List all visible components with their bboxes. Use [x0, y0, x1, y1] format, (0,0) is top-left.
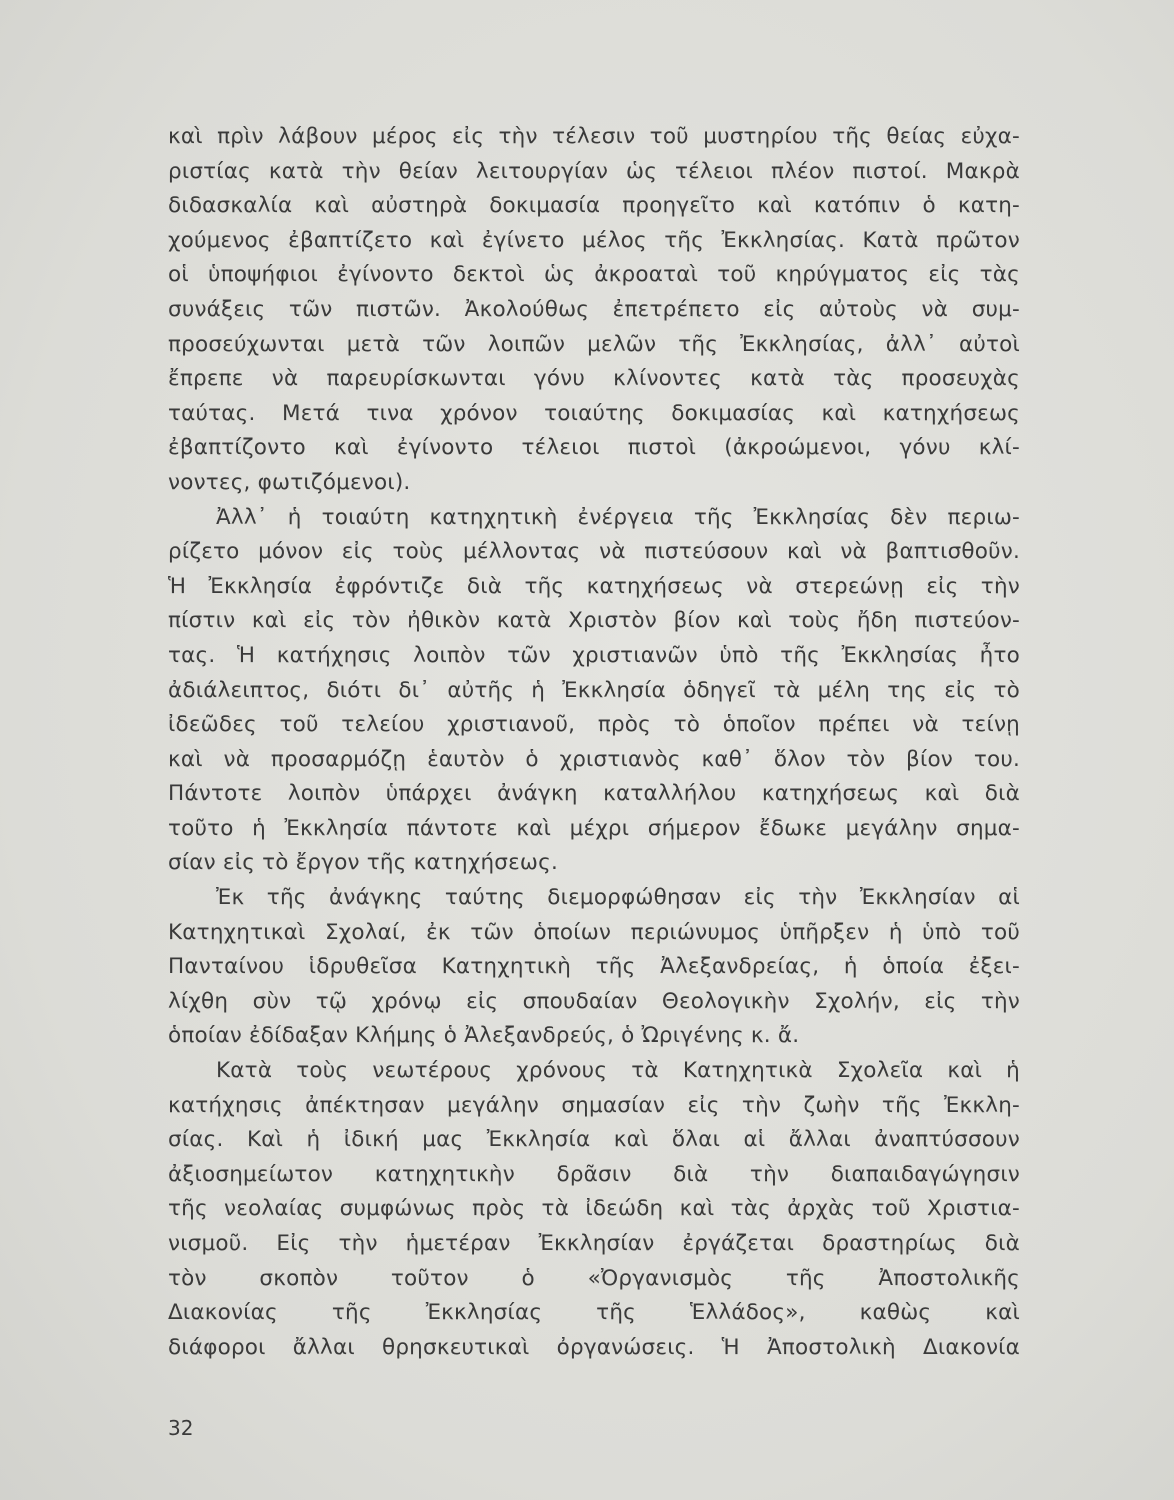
text-line: Κατὰ τοὺς νεωτέρους χρόνους τὰ Κατηχητικὰ Σχολεῖα καὶ ἡ — [216, 1058, 1020, 1084]
text-line: προσεύχωνται μετὰ τῶν λοιπῶν μελῶν τῆς Ἐκκλησίας, ἀλλ᾽ αὐτοὶ — [168, 331, 1020, 357]
text-line: πίστιν καὶ εἰς τὸν ἠθικὸν κατὰ Χριστὸν βίον καὶ τοὺς ἤδη πιστεύον- — [168, 608, 1020, 634]
text-line: Πανταίνου ἱδρυθεῖσα Κατηχητικὴ τῆς Ἀλεξανδρείας, ἡ ὁποία ἐξει- — [168, 954, 1020, 980]
text-line: κατήχησις ἀπέκτησαν μεγάλην σημασίαν εἰς τὴν ζωὴν τῆς Ἐκκλη- — [168, 1092, 1020, 1118]
text-line: τας. Ἡ κατήχησις λοιπὸν τῶν χριστιανῶν ὑπὸ τῆς Ἐκκλησίας ἦτο — [168, 642, 1020, 668]
text-line: Ἀλλ᾽ ἡ τοιαύτη κατηχητικὴ ἐνέργεια τῆς Ἐκκλησίας δὲν περιω- — [216, 504, 1020, 530]
text-line: συνάξεις τῶν πιστῶν. Ἀκολούθως ἐπετρέπετο εἰς αὐτοὺς νὰ συμ- — [168, 296, 1020, 322]
text-line: διάφοροι ἄλλαι θρησκευτικαὶ ὀργανώσεις. Ἡ Ἀποστολικὴ Διακονία — [168, 1334, 1020, 1360]
text-line: Διακονίας τῆς Ἐκκλησίας τῆς Ἑλλάδος», καθὼς καὶ — [168, 1300, 1020, 1326]
text-line: Κατηχητικαὶ Σχολαί, ἐκ τῶν ὁποίων περιώνυμος ὑπῆρξεν ἡ ὑπὸ τοῦ — [168, 919, 1020, 945]
text-line: ταύτας. Μετά τινα χρόνον τοιαύτης δοκιμασίας καὶ κατηχήσεως — [168, 400, 1020, 426]
text-line: καὶ πρὶν λάβουν μέρος εἰς τὴν τέλεσιν τοῦ μυστηρίου τῆς θείας εὐχα- — [168, 124, 1020, 149]
text-line: τῆς νεολαίας συμφώνως πρὸς τὰ ἰδεώδη καὶ τὰς ἀρχὰς τοῦ Χριστια- — [168, 1196, 1020, 1222]
page-number: 32 — [168, 1416, 194, 1440]
text-line: ἰδεῶδες τοῦ τελείου χριστιανοῦ, πρὸς τὸ ὁποῖον πρέπει νὰ τείνῃ — [168, 712, 1020, 738]
text-line: ἀξιοσημείωτον κατηχητικὴν δρᾶσιν διὰ τὴν διαπαιδαγώγησιν — [168, 1161, 1020, 1187]
text-line: ρίζετο μόνον εἰς τοὺς μέλλοντας νὰ πιστεύσουν καὶ νὰ βαπτισθοῦν. — [168, 539, 1020, 565]
text-line: χούμενος ἐβαπτίζετο καὶ ἐγίνετο μέλος τῆς Ἐκκλησίας. Κατὰ πρῶτον — [168, 227, 1020, 253]
text-line: διδασκαλία καὶ αὐστηρὰ δοκιμασία προηγεῖτο καὶ κατόπιν ὁ κατη- — [168, 193, 1020, 219]
text-line: νοντες, φωτιζόμενοι). — [168, 469, 411, 495]
text-line: οἱ ὑποψήφιοι ἐγίνοντο δεκτοὶ ὡς ἀκροαταὶ τοῦ κηρύγματος εἰς τὰς — [168, 262, 1020, 288]
text-line: τὸν σκοπὸν τοῦτον ὁ «Ὀργανισμὸς τῆς Ἀποστολικῆς — [168, 1265, 1020, 1291]
text-line: τοῦτο ἡ Ἐκκλησία πάντοτε καὶ μέχρι σήμερον ἔδωκε μεγάλην σημα- — [168, 815, 1020, 841]
text-line: σίαν εἰς τὸ ἔργον τῆς κατηχήσεως. — [168, 850, 558, 876]
body-text — [168, 120, 1020, 1365]
text-line: σίας. Καὶ ἡ ἰδική μας Ἐκκλησία καὶ ὅλαι αἱ ἄλλαι ἀναπτύσσουν — [168, 1127, 1020, 1153]
text-line: ἔπρεπε νὰ παρευρίσκωνται γόνυ κλίνοντες κατὰ τὰς προσευχὰς — [168, 366, 1020, 392]
text-line: Ἡ Ἐκκλησία ἐφρόντιζε διὰ τῆς κατηχήσεως νὰ στερεώνῃ εἰς τὴν — [168, 573, 1020, 599]
text-line: ριστίας κατὰ τὴν θείαν λειτουργίαν ὡς τέλειοι πλέον πιστοί. Μακρὰ — [168, 158, 1020, 184]
text-line: ὁποίαν ἐδίδαξαν Κλήμης ὁ Ἀλεξανδρεύς, ὁ Ὠριγένης κ. ἄ. — [168, 1023, 800, 1049]
text-line: λίχθη σὺν τῷ χρόνῳ εἰς σπουδαίαν Θεολογικὴν Σχολήν, εἰς τὴν — [168, 988, 1020, 1014]
text-line: νισμοῦ. Εἰς τὴν ἡμετέραν Ἐκκλησίαν ἐργάζεται δραστηρίως διὰ — [168, 1231, 1020, 1256]
text-line: καὶ νὰ προσαρμόζῃ ἑαυτὸν ὁ χριστιανὸς καθ᾽ ὅλον τὸν βίον του. — [168, 746, 1020, 772]
text-line: ἐβαπτίζοντο καὶ ἐγίνοντο τέλειοι πιστοὶ (ἀκροώμενοι, γόνυ κλί- — [168, 435, 1020, 461]
text-line: Ἐκ τῆς ἀνάγκης ταύτης διεμορφώθησαν εἰς τὴν Ἐκκλησίαν αἱ — [216, 885, 1020, 911]
text-line: Πάντοτε λοιπὸν ὑπάρχει ἀνάγκη καταλλήλου κατηχήσεως καὶ διὰ — [168, 781, 1020, 807]
text-line: ἀδιάλειπτος, διότι δι᾽ αὐτῆς ἡ Ἐκκλησία ὁδηγεῖ τὰ μέλη της εἰς τὸ — [168, 677, 1020, 703]
